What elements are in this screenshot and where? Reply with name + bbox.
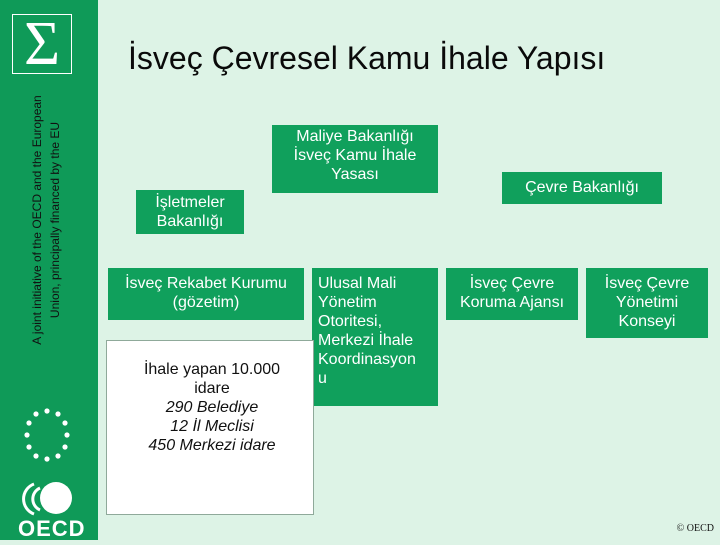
procurers-line-4: 12 İl Meclisi xyxy=(170,418,254,435)
box-ulusal-mali: Ulusal Mali Yönetim Otoritesi, Merkezi İhale Koordinasyon u xyxy=(312,268,438,406)
box-cevre-koruma-ajansi: İsveç Çevre Koruma Ajansı xyxy=(446,268,578,320)
sidebar xyxy=(0,0,98,540)
sidebar-text-line-2: Union, principally financed by the EU xyxy=(48,121,62,319)
oecd-logo xyxy=(10,480,88,540)
box-isletmeler-bakanligi: İşletmeler Bakanlığı xyxy=(136,190,244,234)
box-rekabet-kurumu: İsveç Rekabet Kurumu (gözetim) xyxy=(108,268,304,320)
slide-title: İsveç Çevresel Kamu İhale Yapısı xyxy=(128,40,606,76)
procurers-line-3: 290 Belediye xyxy=(165,399,259,416)
box-cevre-bakanligi: Çevre Bakanlığı xyxy=(502,172,662,204)
sidebar-text-line-1: A joint initiative of the OECD and the European xyxy=(30,95,44,345)
procurers-line-5: 450 Merkezi idare xyxy=(148,437,276,454)
box-maliye-bakanligi: Maliye Bakanlığı İsveç Kamu İhale Yasası xyxy=(272,125,438,193)
procurers-text xyxy=(114,360,310,455)
copyright: © OECD xyxy=(676,523,714,534)
box-cevre-yonetimi-konseyi: İsveç Çevre Yönetimi Konseyi xyxy=(586,268,708,338)
eu-stars-icon xyxy=(22,405,72,467)
oecd-text: OECD xyxy=(18,516,86,541)
sidebar-vertical-text xyxy=(28,70,64,370)
procurers-line-2: idare xyxy=(194,380,230,397)
procurers-line-1: İhale yapan 10.000 xyxy=(143,361,281,378)
sigma-logo: Σ xyxy=(12,14,72,74)
